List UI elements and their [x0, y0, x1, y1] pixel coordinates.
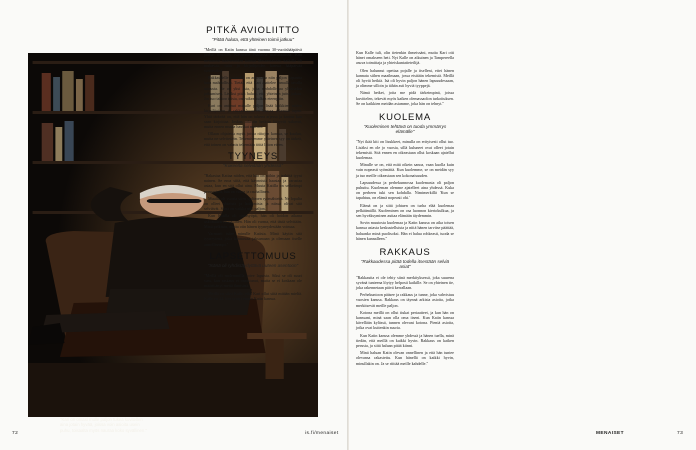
section-title-rakkaus: RAKKAUS — [379, 247, 431, 259]
paragraph: Kotona meillä on ollut tiukat periaatteet, ja kun hän on kanssani, minä saan olla oma itseni. Kun Katin kanssa kävellään kylässä, tunnen olevani kotona. Pieniä asioita, jotka ovat kuitenkin suuria. — [356, 309, 454, 331]
paragraph: "Meillä on Katin kanssa tänä vuonna 30-vuotishääpäivä joulun tienoilla. Kävimme Puulassa maistraatissa. Kun menimme häävieraiden kanssa Messentaloon, kaikilla oli mukavaa, tuttu ja kirjailijoiden kanssa hääpäivää viettäväksi. — [204, 47, 302, 74]
paragraph: Kun Katin kanssa olemme yhdessä ja hänen tuella, minä tiedän, että meillä on kaikki hyvin. Rakkaus on kaiken perusta, ja siitä haluan pitää kiinni. — [356, 332, 454, 348]
column-left-page — [204, 25, 302, 303]
paragraph: Meillä on siksi Kalle, eikä Kari ollut siitä mitään mieltä. Kalle on 44, hän syntyi ennen Katin kanssa. — [204, 290, 302, 301]
section-subtitle-rakkaus: "Rakkaudessa pitää todella itsestään selviä asiat" — [360, 259, 450, 270]
magazine-name: MENAISET — [596, 431, 624, 436]
paragraph: Rakkaudelle voimalle on annettava niin paljon vapautta kuin mahdollista. Tietää, että Kari ajattelee samalla tavalla minusta. Se on yksi asia, joka mahdollistaa yhteiselon jatkumisen. Lisäksi pitää haluta, että yhteinen juttu jatkuu. Jos tuo tahtoo toista, on vaikea kulkea eteenpäin. — [204, 75, 302, 102]
paragraph: Varmasti tulee minulle Katista. Minä käytin sitä tyyneytenä, joka kannustaa jaksamaan ja olemaan itselle armollisempi." — [204, 231, 302, 247]
section-title-lapsettomuus: LAPSETTOMUUS — [209, 250, 297, 262]
paragraph: Olen halunnut opettaa pojalle ja itselleni, ettei hänen kannata siihen maailmaan, jossa etsitään tekemistä. Meillä oli hyviä hetkiä. Isä oli hyvin paljon hänen lapsuudessaan, ja olimme silloin ja tähän asti hyviä tyyppejä. — [356, 67, 454, 89]
paragraph: "Rakastaa Katiaa niiden, että hän on niihin ja terhittä tyyni nainen. Se eroa siitä, että käynnistä haastaa ja varustaa asiaa, kun en sitä ollut aina. Muuta Katilla on selkeämpi perusrytmi, hän on vakaa ja rauhallinen. — [204, 173, 302, 194]
section-title-tyyneys: TYYNEYS — [228, 150, 278, 162]
paragraph: "Rakkautta ei ole tehty siinä merkityksessä, joka suurena syvänä tunteena löytyy helposti kaikille. Se on yhteinen tie, joka rakennetaan päivä kerrallaan. — [356, 274, 454, 290]
paragraph: Perhekuntoon pääsee ja rakkaus ja tunne, joka vahvistuu vuosien kanssa. Rakkaus on täynnä arkisia asioita, jotka merkitsevät meille paljon. — [356, 292, 454, 308]
section-subtitle-kuolema: "Kuolemisen tehtävä on tuoda ymmärrys elämälle" — [363, 124, 447, 135]
paragraph: Kari on antanut minulle paljon lisää kaikkien niiden kirjailijoiden ja rakkaushuoneen kanssa tekemää lupaa. Yhtä tärkeää on, että hän on tukena arjessa ja kantaa kun saan kirjoittaa. Joskus arkisiin hetkiin liittyvät vakavat, mutta ennen muuta hauskat muistot. — [204, 103, 302, 130]
photo-caption: "Kari on omasi mulle paljon tukea kuvitellen aina jotain hyvää, joissa voin asioita usein puhu, toisaalta myös nauraa koko syvällinen." — [60, 417, 148, 433]
paragraph: Minulle se on, että mitä oikein sanoa, vaan kuolla kuin vain nopeasti syömättä. Kun kuolemme, se on meidän syy ja tuo meille oikeastaan sen kokonaisuuden. — [356, 162, 454, 178]
paragraph: Sovin muutosta kuolemaa ja Katin kanssa on aika toisen kanssa asiasta keskustelluista ja niitä hänen tarvitse päättää, haluanko minä puolisoksi. Hän ei halua rohkeasti, tuoda se hänen kannalleen." — [356, 220, 454, 241]
paragraph: Muulla oli vuosia siten sydämen ryömähteitä. Ne lopulta on olleet yhteisiä ja hoitumisia ja niissä olivat sitä selviävät. Siinä on vaikka niin paljon. — [204, 195, 302, 212]
paragraph: Minä haluan Katin olevan onnellinen ja että hän tuntee olevansa rakastettu. Kun hänellä on kaikki hyvin, minullakin on. Ja se riittää meille kahdelle." — [356, 350, 454, 366]
section-subtitle-tyyneys: "Kokeelta selviitään yhdessä" — [223, 162, 283, 168]
portrait-photo — [28, 53, 155, 433]
paragraph: Elämä on ja siitä johtuen on turha elää kuolemaa pelkäämällä. Kuoleminen on osa luonnon kiertokulkua, ja sen hyväksyminen auttaa elämään täydemmin. — [356, 202, 454, 219]
column-right-page-1 — [356, 50, 454, 368]
site-url: is.fi/menaiset — [305, 431, 339, 436]
spread-gutter — [347, 0, 349, 450]
page-number-right: 73 — [677, 431, 684, 436]
page-number-left: 72 — [12, 431, 19, 436]
paragraph: Kun Kalle tuli, olin tietenkin ihmeissäni, mutta Kari otti hänet omakseen heti. Nyt Kalle on aikuinen ja Tampereella asuva toimittaja ja yhteiskuntatieteilijä. — [356, 50, 454, 66]
paragraph: Kun Katilla oli rintasyöpä, hän oli hoidon aikana uskomaton rauhallinen. Hän oli varma, että tästä selvitään. Minä pelkäsin, mutta otin hänen tyyneydestään voimaa. — [204, 213, 302, 229]
section-title-pitka-avioliitto: PITKÄ AVIOLIITTO — [206, 25, 300, 36]
paragraph: "Meillä oli molemmilla toive lapsista. Siksi se oli suuri suru, kun raskaus ei onnistunut, mutta se ei koskaan ole määrittänyt meitä ihmisinä. — [204, 272, 302, 289]
paragraph: Nämä hetket, joita me pidä tärkeimpinä, joissa kuvittelen, tekevät myös kaiken olemassaolon tarkoituksen. Se on kaikkien meidän asiamme, joka hän on tehnyt." — [356, 90, 454, 106]
paragraph: Lapsuudessa ja perhekunnossa kuolemasta oli paljon puhuttu. Kuoleman olemme ajatelleet aina yhdessä. Kuka on perheen tuki sen kohdalla. Nimimerkillä 'Kun se tapahtuu, on elämä nopeasti ohi.' — [356, 179, 454, 201]
section-subtitle-lapsettomuus: "Isänä oli ryhdistäydyttävä uuteen asentoon" — [207, 262, 299, 268]
section-title-kuolema: KUOLEMA — [378, 112, 432, 124]
section-subtitle-pitka-avioliitto: "Pitää haluta, että yhteinen toimii jatkuu" — [212, 37, 294, 42]
paragraph: Ollaan ohjatettu myös joista riitojen kanssa, se kuuluu, mutta ne selvitetään. Tekemisemme yhteinen syy on tärkeä, että toinen on valmis tekemään töitä liiton eteen. — [204, 131, 302, 147]
paragraph: "Nyt ikää kiti on lisukkeet, minulla on erityisesti ollut tuo. Lisäksi en ole jo vuosia, sillä kuluneet ovat olleet jotain tekemistä. Sitä ennen en oikeastaan ollut koskaan ajatellut kuolemaa. — [356, 139, 454, 161]
